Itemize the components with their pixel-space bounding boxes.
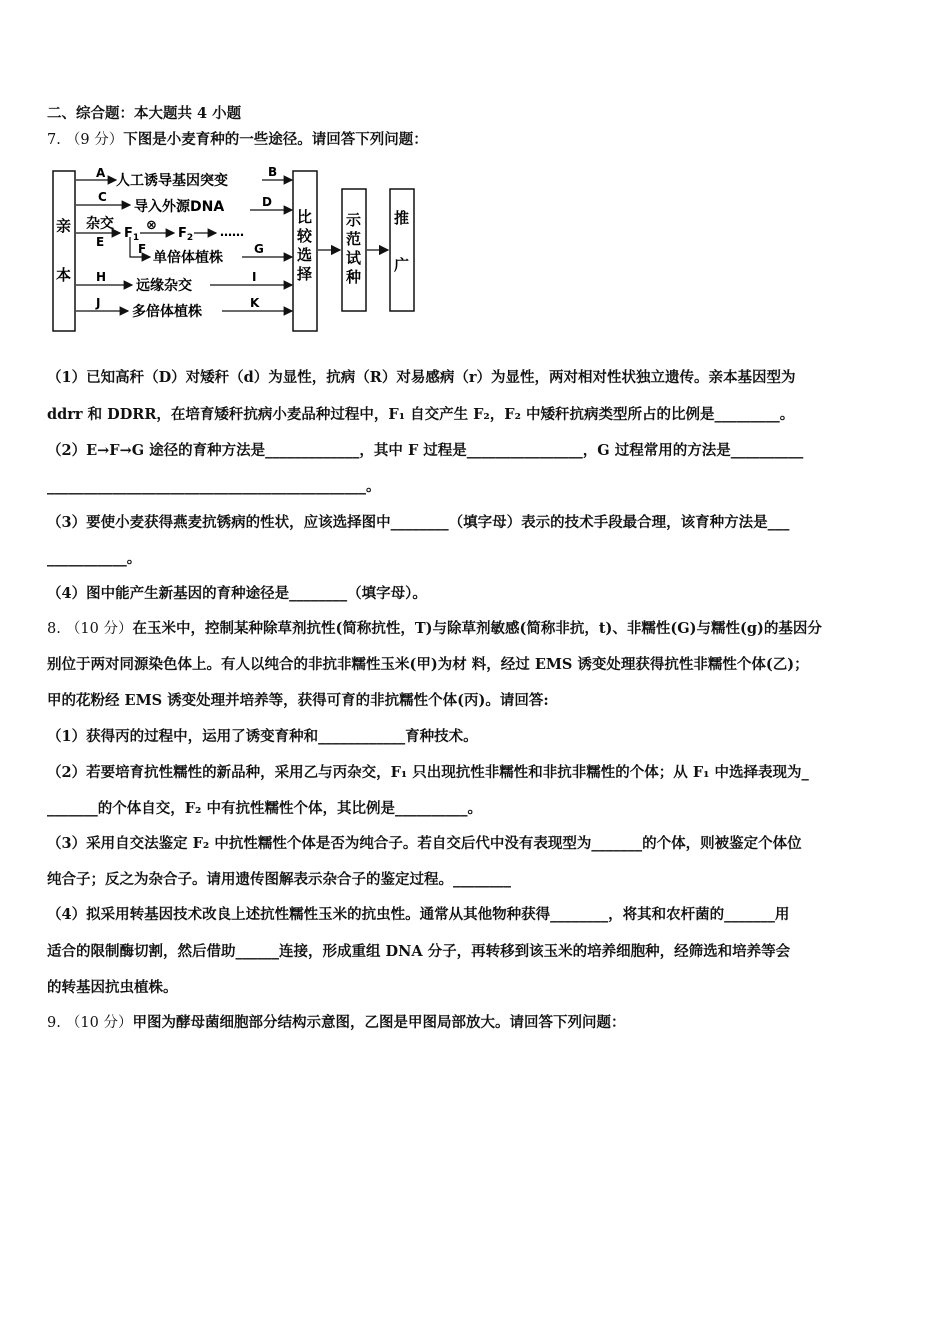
label-f2: $F_2$ [178, 226, 194, 243]
label-k: K [250, 296, 260, 310]
q8-part2-line1: （2）若要培育抗性糯性的新品种，采用乙与丙杂交，F₁ 只出现抗性非糯性和非抗非糯性的个体；从 F₁ 中选择表现为_ [47, 764, 809, 781]
compare-char-3: 选 [297, 246, 313, 264]
label-e: E [96, 235, 105, 249]
q8-line3: 甲的花粉经 EMS 诱变处理并培养等，获得可育的非抗糯性个体(丙)。请回答: [47, 692, 549, 709]
selfing-symbol: ⊗ [146, 218, 157, 233]
label-f: F [138, 242, 147, 256]
q7-part2-line2: ____________________________________________。 [47, 478, 381, 495]
q9-score: （10 分） [65, 1015, 133, 1031]
q7-part1-line1: （1）已知高秆（D）对矮秆（d）为显性，抗病（R）对易感病（r）为显性，两对相对性状独立遗传。亲本基因型为 [47, 369, 796, 386]
q8-part1: （1）获得丙的过程中，运用了诱变育种和____________育种技术。 [47, 728, 478, 745]
promote-char-1: 推 [394, 209, 410, 227]
row5-label: 远缘杂交 [136, 278, 192, 294]
section-title: 二、综合题：本大题共 4 小题 [47, 105, 242, 122]
demo-char-1: 示 [346, 211, 362, 229]
label-a: A [96, 166, 106, 180]
demo-char-2: 范 [346, 230, 362, 248]
q7-part2-line1: （2）E→F→G 途径的育种方法是_____________，其中 F 过程是________________，G 过程常用的方法是__________ [47, 442, 804, 459]
q7-part3-line2: ___________。 [47, 550, 142, 567]
row4-label: 单倍体植株 [153, 250, 223, 266]
parent-box [53, 171, 75, 331]
q7-score: （9 分） [65, 132, 124, 148]
label-h: H [96, 270, 107, 284]
q7-part4: （4）图中能产生新基因的育种途径是________（填字母）。 [47, 585, 427, 602]
q9-number: 9. [47, 1015, 61, 1031]
q8-line1-text: 在玉米中，控制某种除草剂抗性(简称抗性，T)与除草剂敏感(简称非抗，t)、非糯性(G)与糯性(g)的基因分 [132, 620, 822, 637]
row1-label: 人工诱导基因突变 [116, 173, 228, 189]
q8-number: 8. [47, 621, 61, 637]
label-d: D [262, 195, 272, 209]
label-c: C [98, 190, 107, 204]
parent-char-2: 本 [56, 266, 72, 284]
compare-char-1: 比 [297, 208, 313, 226]
label-b: B [268, 165, 278, 179]
row3-dots: …… [220, 225, 244, 239]
compare-char-2: 较 [297, 227, 313, 245]
row2-label: 导入外源DNA [134, 199, 225, 215]
demo-char-3: 试 [346, 249, 362, 267]
label-i: I [252, 270, 257, 284]
q8-part2-line2: _______的个体自交，F₂ 中有抗性糯性个体，其比例是__________。 [47, 800, 482, 817]
compare-char-4: 择 [297, 265, 313, 283]
q8-score: （10 分） [65, 621, 133, 637]
q7-number: 7. [47, 132, 61, 148]
label-g: G [254, 242, 264, 256]
q8-part4-line1: （4）拟采用转基因技术改良上述抗性糯性玉米的抗虫性。通常从其他物种获得________，将其和农杆菌的_______用 [47, 906, 790, 923]
parent-char-1: 亲 [56, 217, 72, 235]
q8-line2: 别位于两对同源染色体上。有人以纯合的非抗非糯性玉米(甲)为材 料，经过 EMS 诱变处理获得抗性非糯性个体(乙)； [47, 656, 809, 673]
q7-stem [47, 130, 428, 150]
wheat-breeding-diagram [50, 165, 430, 337]
promote-box [390, 189, 414, 311]
row6-label: 多倍体植株 [132, 304, 202, 320]
q9-stem-text: 甲图为酵母菌细胞部分结构示意图，乙图是甲图局部放大。请回答下列问题： [132, 1014, 626, 1031]
row3-cross: 杂交 [86, 216, 114, 232]
q8-part4-line3: 的转基因抗虫植株。 [47, 979, 178, 996]
q8-part3-line1: （3）采用自交法鉴定 F₂ 中抗性糯性个体是否为纯合子。若自交后代中没有表现型为_______的个体，则被鉴定个体位 [47, 835, 802, 852]
q8-line1 [47, 619, 822, 639]
label-f1: $F_1$ [124, 226, 140, 243]
q8-part3-line2: 纯合子；反之为杂合子。请用遗传图解表示杂合子的鉴定过程。________ [47, 871, 511, 888]
promote-char-2: 广 [394, 256, 410, 274]
label-j: J [96, 296, 101, 310]
q7-stem-text: 下图是小麦育种的一些途径。请回答下列问题： [123, 131, 428, 148]
q7-part1-line2: ddrr 和 DDRR，在培育矮秆抗病小麦品种过程中，F₁ 自交产生 F₂，F₂ 中矮秆抗病类型所占的比例是_________。 [47, 406, 795, 423]
q8-part4-line2: 适合的限制酶切割，然后借助______连接，形成重组 DNA 分子，再转移到该玉米的培养细胞种，经筛选和培养等会 [47, 943, 791, 960]
q9-stem [47, 1013, 625, 1033]
q7-part3-line1: （3）要使小麦获得燕麦抗锈病的性状，应该选择图中________（填字母）表示的技术手段最合理，该育种方法是___ [47, 514, 790, 531]
demo-char-4: 种 [346, 268, 362, 286]
